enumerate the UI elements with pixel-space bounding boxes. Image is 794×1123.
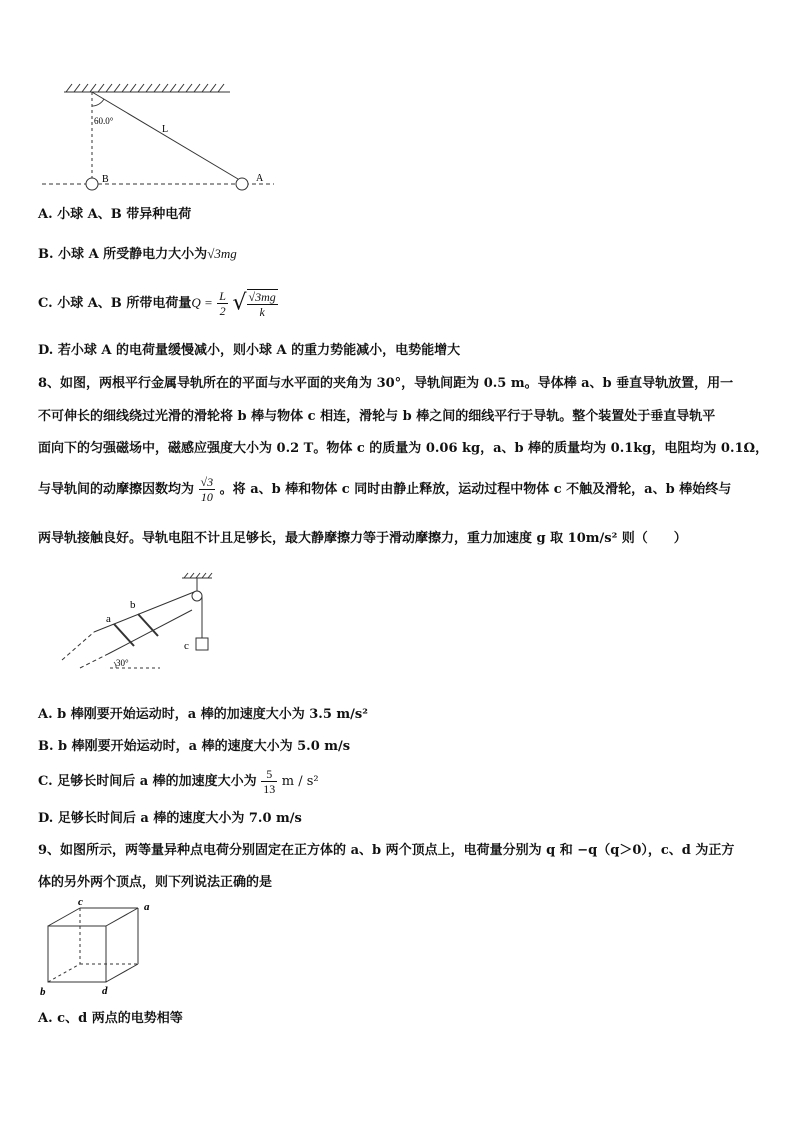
q9-figure <box>38 896 168 1000</box>
q7-figure <box>38 80 278 198</box>
q7-option-c-root: √ <box>232 290 247 316</box>
pulley-support <box>182 573 212 592</box>
ceiling-hatch <box>64 84 230 92</box>
q9-option-a: A. c、d 两点的电势相等 <box>38 1011 183 1026</box>
ball-a-label: A <box>256 173 264 184</box>
rail-upper-dashed <box>62 632 94 660</box>
q7-option-b: B. 小球 A 所受静电力大小为√3mg <box>38 246 237 262</box>
vertex-a-label: a <box>144 901 150 913</box>
angle-label: 60.0° <box>94 116 114 126</box>
rod-a-label: a <box>106 613 111 625</box>
q8-option-b: B. b 棒刚要开始运动时，a 棒的速度大小为 5.0 m/s <box>38 739 351 754</box>
q7-option-a: A. 小球 A、B 带异种电荷 <box>38 207 192 222</box>
rod-b-label: b <box>130 599 136 611</box>
q7-option-d: D. 若小球 A 的电荷量缓慢减小，则小球 A 的重力势能减小，电势能增大 <box>38 343 461 358</box>
q8-stem-line-5: 两导轨接触良好。导轨电阻不计且足够长，最大静摩擦力等于滑动摩擦力，重力加速度 g 取 10m/s² 则（ ） <box>38 531 687 546</box>
vertex-c-label: c <box>78 896 83 908</box>
rail-lower-dashed <box>80 654 108 668</box>
q9-stem-line-1: 9、如图所示，两等量异种点电荷分别固定在正方体的 a、b 两个顶点上，电荷量分别为 q 和 −q（q＞0），c、d 为正方 <box>38 843 735 858</box>
length-label: L <box>162 124 169 135</box>
rod-a <box>114 624 134 646</box>
angle-arc <box>92 99 104 106</box>
q9-stem-line-2: 体的另外两个顶点，则下列说法正确的是 <box>38 875 273 890</box>
q8-option-c: C. 足够长时间后 a 棒的加速度大小为 $\frac{5}{13}$ m / s² <box>38 767 319 796</box>
ball-b-label: B <box>102 174 109 185</box>
q8-option-d: D. 足够长时间后 a 棒的速度大小为 7.0 m/s <box>38 811 302 826</box>
q8-mu-fraction: $\frac{√3}{10}$ <box>200 475 214 504</box>
q8-stem-line-1: 8、如图，两根平行金属导轨所在的平面与水平面的夹角为 30°，导轨间距为 0.5 m。导体棒 a、b 垂直导轨放置，用一 <box>38 376 734 391</box>
cube <box>48 908 138 982</box>
q8-stem-line-2: 不可伸长的细线绕过光滑的滑轮将 b 棒与物体 c 相连，滑轮与 b 棒之间的细线平行于导轨。整个装置处于垂直导轨平 <box>38 409 716 424</box>
q8-option-a: A. b 棒刚要开始运动时，a 棒的加速度大小为 3.5 m/s² <box>38 707 368 722</box>
vertex-d-label: d <box>102 985 108 997</box>
q8-figure <box>54 570 234 680</box>
ball-a <box>236 178 248 190</box>
angle-30-label: 30° <box>116 658 129 668</box>
q8-stem-line-4: 与导轨间的动摩擦因数均为 $\frac{√3}{10}$ 。将 a、b 棒和物体 c 同时由静止释放，运动过程中物体 c 不触及滑轮，a、b 棒始终与 <box>38 475 732 504</box>
q8-stem-line-3: 面向下的匀强磁场中，磁感应强度大小为 0.2 T。物体 c 的质量为 0.06 kg，a、b 棒的质量均为 0.1kg，电阻均为 0.1Ω， <box>38 441 769 456</box>
vertex-b-label: b <box>40 986 46 998</box>
block-c <box>196 638 208 650</box>
block-c-label: c <box>184 640 189 652</box>
q7-option-c-fraction: $\frac{L}{2}$ <box>219 289 226 318</box>
q7-option-b-math: √3mg <box>207 246 237 261</box>
rail-upper <box>94 592 194 632</box>
q7-option-c: C. 小球 A、B 所带电荷量Q = $\frac{L}{2}$ √ $\frac{√3mg}{k}$ <box>38 289 276 319</box>
q8-option-c-fraction: $\frac{5}{13}$ <box>263 767 276 796</box>
string-l <box>92 92 238 179</box>
q7-option-a-text: 小球 A、B 带异种电荷 <box>57 207 192 222</box>
ball-b <box>86 178 98 190</box>
